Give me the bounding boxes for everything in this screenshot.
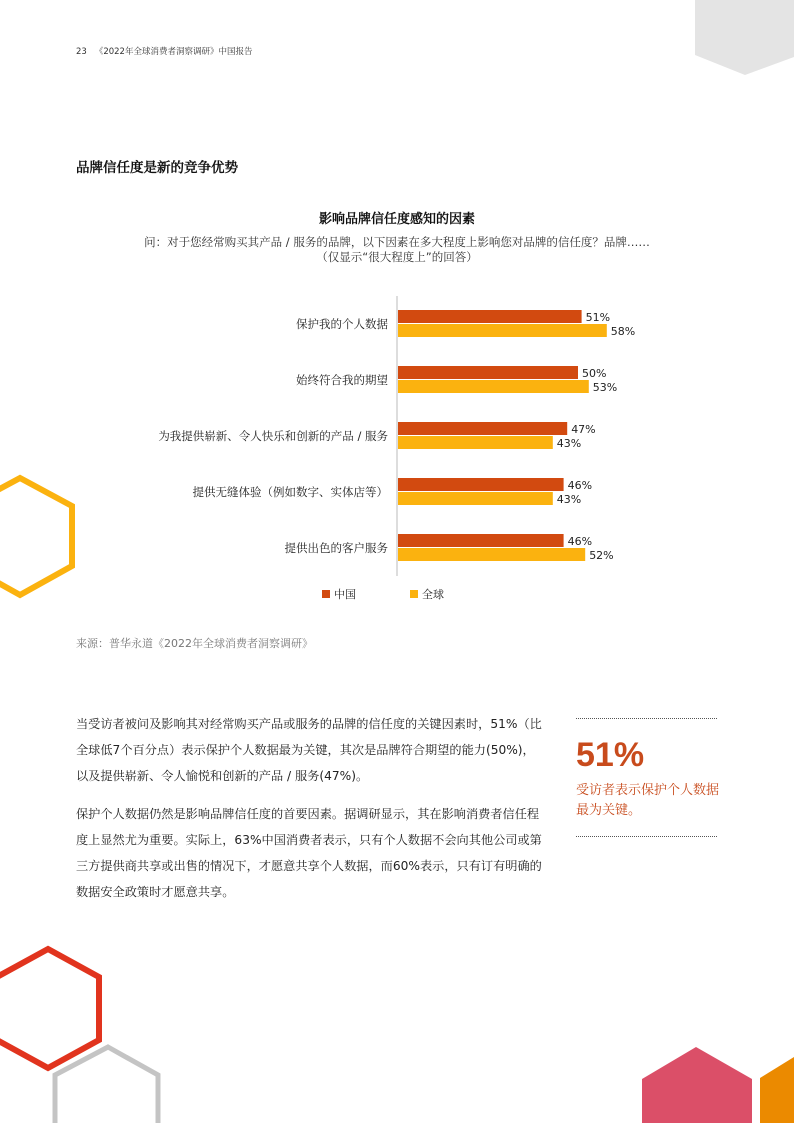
orange-hexagon bbox=[760, 1057, 794, 1123]
data-label: 52% bbox=[589, 549, 614, 562]
chart-question: 问：对于您经常购买其产品 / 服务的品牌，以下因素在多大程度上影响您对品牌的信任度？品牌…… bbox=[144, 235, 650, 249]
data-label: 53% bbox=[592, 381, 618, 394]
bar-global bbox=[398, 492, 553, 505]
bar-global bbox=[398, 324, 607, 337]
data-label: 46% bbox=[567, 479, 593, 492]
bar-global bbox=[398, 380, 589, 393]
data-label: 43% bbox=[556, 437, 582, 450]
callout-rule-bottom bbox=[576, 836, 717, 837]
data-label: 46% bbox=[567, 535, 593, 548]
bar-china bbox=[398, 310, 582, 323]
bar-global bbox=[398, 436, 553, 449]
data-label: 43% bbox=[556, 493, 582, 506]
category-label: 始终符合我的期望 bbox=[296, 373, 388, 387]
category-label: 提供无缝体验（例如数字、实体店等） bbox=[192, 485, 388, 499]
category-label: 保护我的个人数据 bbox=[296, 317, 388, 331]
legend-swatch bbox=[410, 590, 418, 598]
category-label: 为我提供崭新、令人快乐和创新的产品 / 服务 bbox=[158, 429, 388, 443]
chart-note: （仅显示“很大程度上”的回答） bbox=[316, 250, 478, 264]
callout-text: 受访者表示保护个人数据最为关键。 bbox=[576, 783, 720, 818]
data-label: 50% bbox=[582, 367, 607, 380]
body-paragraph-2: 保护个人数据仍然是影响品牌信任度的首要因素。据调研显示，其在影响消费者信任程度上显然尤为重要。实际上，63%中国消费者表示，只有个人数据不会向其他公司或第三方提供商共享或出售的情况下，才愿意共享个人数据，而60%表示，只有订有明确的数据安全政策时才愿意共享。 bbox=[76, 807, 542, 899]
page-number: 23 bbox=[76, 47, 87, 57]
data-label: 58% bbox=[610, 325, 636, 338]
category-label: 提供出色的客户服务 bbox=[284, 541, 388, 555]
callout-number: 51% bbox=[576, 736, 645, 774]
legend-label: 全球 bbox=[422, 588, 444, 601]
data-label: 47% bbox=[571, 423, 596, 436]
legend-label: 中国 bbox=[334, 588, 356, 601]
data-label: 51% bbox=[585, 311, 611, 324]
source-note: 来源：普华永道《2022年全球消费者洞察调研》 bbox=[76, 637, 313, 650]
bar-china bbox=[398, 366, 578, 379]
legend-swatch bbox=[322, 590, 330, 598]
red-hexagon-outline bbox=[0, 949, 99, 1068]
bar-china bbox=[398, 478, 564, 491]
chart-title: 影响品牌信任度感知的因素 bbox=[318, 212, 475, 227]
bar-global bbox=[398, 548, 585, 561]
bar-china bbox=[398, 422, 567, 435]
callout-rule-top bbox=[576, 718, 717, 719]
bar-china bbox=[398, 534, 564, 547]
pink-hexagon bbox=[642, 1047, 752, 1123]
running-title: 《2022年全球消费者洞察调研》中国报告 bbox=[94, 47, 253, 57]
body-paragraph-1: 当受访者被问及影响其对经常购买产品或服务的品牌的信任度的关键因素时，51%（比全球低7个百分点）表示保护个人数据最为关键，其次是品牌符合期望的能力(50%)，以及提供崭新、令人愉悦和创新的产品 / 服务(47%)。 bbox=[76, 717, 542, 783]
section-title: 品牌信任度是新的竞争优势 bbox=[76, 160, 238, 176]
